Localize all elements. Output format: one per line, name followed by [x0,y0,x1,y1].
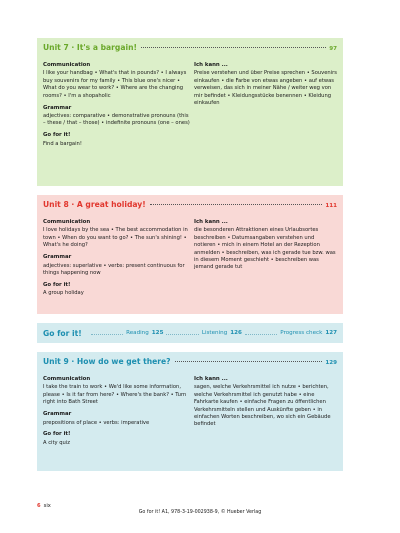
leader-dots [150,204,323,205]
leader-dots [91,334,123,335]
listening-label: Listening [201,330,228,336]
communication-text: I take the train to work • We'd like some information, please • Is it far from here? • Where's the bank? • Turn right into Bath Street [43,384,187,406]
go-for-it-text: A group holiday [43,290,84,297]
progress-check-label: Progress check [280,330,323,336]
ich-kann-text: sagen, welche Verkehrsmittel ich nutze • berichten, welche Verkehrsmittel ich genutzt habe • eine Fahrkarte kaufen • einfache Fragen zu öffentlichen Verkehrsmitteln stellen und Auskünfte geben • in einfachen Worten beschreiben, wo sich ein Gebäude befindet [193,384,331,428]
listening-entry[interactable] [202,330,242,336]
grammar-heading: Grammar [43,254,72,261]
unit-8-header [43,200,337,214]
grammar-text: adjectives: comparative • demonstrative pronouns (this – these / that – those) • indefinite pronouns (one – ones) [43,112,190,127]
communication-heading: Communication [43,219,91,225]
go-for-it-heading: Go for it! [43,281,71,288]
unit-9-header [43,357,337,371]
unit-7-box [37,38,343,186]
grammar-text: adjectives: superlative • verbs: present continuous for things happening now [43,262,185,276]
leader-dots [245,334,277,335]
communication-text: I love holidays by the sea • The best accommodation in town • When do you want to go? • The sun's shining! • What's he doing? [43,227,188,249]
ich-kann-text: Preise verstehen und über Preise sprechen • Souvenirs einkaufen • die Farbe von etwas angeben • auf etwas verweisen, das sich in meiner Nähe / weiter weg von mir befindet • Kleidungsstücke benennen • Kleidung einkaufen [193,70,337,107]
unit-7-title[interactable]: Unit 7 · It's a bargain! [43,43,137,52]
unit-9-box [37,352,343,471]
communication-heading: Communication [43,62,91,68]
go-for-it-heading: Go for it! [43,431,71,438]
listening-page: 126 [230,330,242,336]
go-for-it-bar [37,323,343,343]
grammar-heading: Grammar [43,411,72,418]
reading-label: Reading [126,330,149,336]
leader-dots [166,334,198,335]
go-for-it-text: A city quiz [43,439,70,446]
ich-kann-heading: Ich kann ... [193,376,228,382]
grammar-text: prepositions of place • verbs: imperative [43,419,150,426]
ich-kann-heading: Ich kann ... [193,219,228,225]
page-number [37,503,51,509]
unit-7-header [43,43,337,57]
go-for-it-heading: Go for it! [43,132,71,139]
unit-8-title[interactable]: Unit 8 · A great holiday! [43,200,146,209]
copyright-footer: Go for it! A1, 978-3-19-002938-9, © Hueber Verlag [138,510,262,515]
communication-text: I like your handbag • What's that in pounds? • I always buy souvenirs for my family • This blue one's nicer • What do you wear to work? • Where are the changing rooms? • I'm a shopaholic [43,70,187,99]
go-for-it-text: Find a bargain! [43,140,82,147]
unit-7-page[interactable]: 97 [329,46,337,52]
leader-dots [141,47,326,48]
reading-page: 125 [151,330,164,336]
ich-kann-text: die besonderen Attraktionen eines Urlaubsortes beschreiben • Datumsangaben verstehen und notieren • mich in einem Hotel an der Rezeption anmelden • beschreiben, was ich gerade tue bzw. was in diesem Moment geschieht • beschreiben was jemand gerade tut [193,227,336,271]
reading-entry[interactable] [126,330,163,336]
ich-kann-heading: Ich kann ... [193,62,228,68]
page-number-word: six [43,503,51,509]
unit-8-page[interactable]: 111 [325,203,337,209]
page-number-digit: 6 [37,503,41,509]
go-for-it-bar-title: Go for it! [43,328,82,338]
unit-9-page[interactable]: 129 [325,360,337,366]
progress-check-entry[interactable] [280,330,337,336]
communication-heading: Communication [43,376,91,382]
grammar-heading: Grammar [43,104,72,111]
progress-check-page: 127 [325,330,338,336]
unit-9-title[interactable]: Unit 9 · How do we get there? [43,357,171,366]
leader-dots [175,361,323,362]
unit-8-box [37,195,343,314]
